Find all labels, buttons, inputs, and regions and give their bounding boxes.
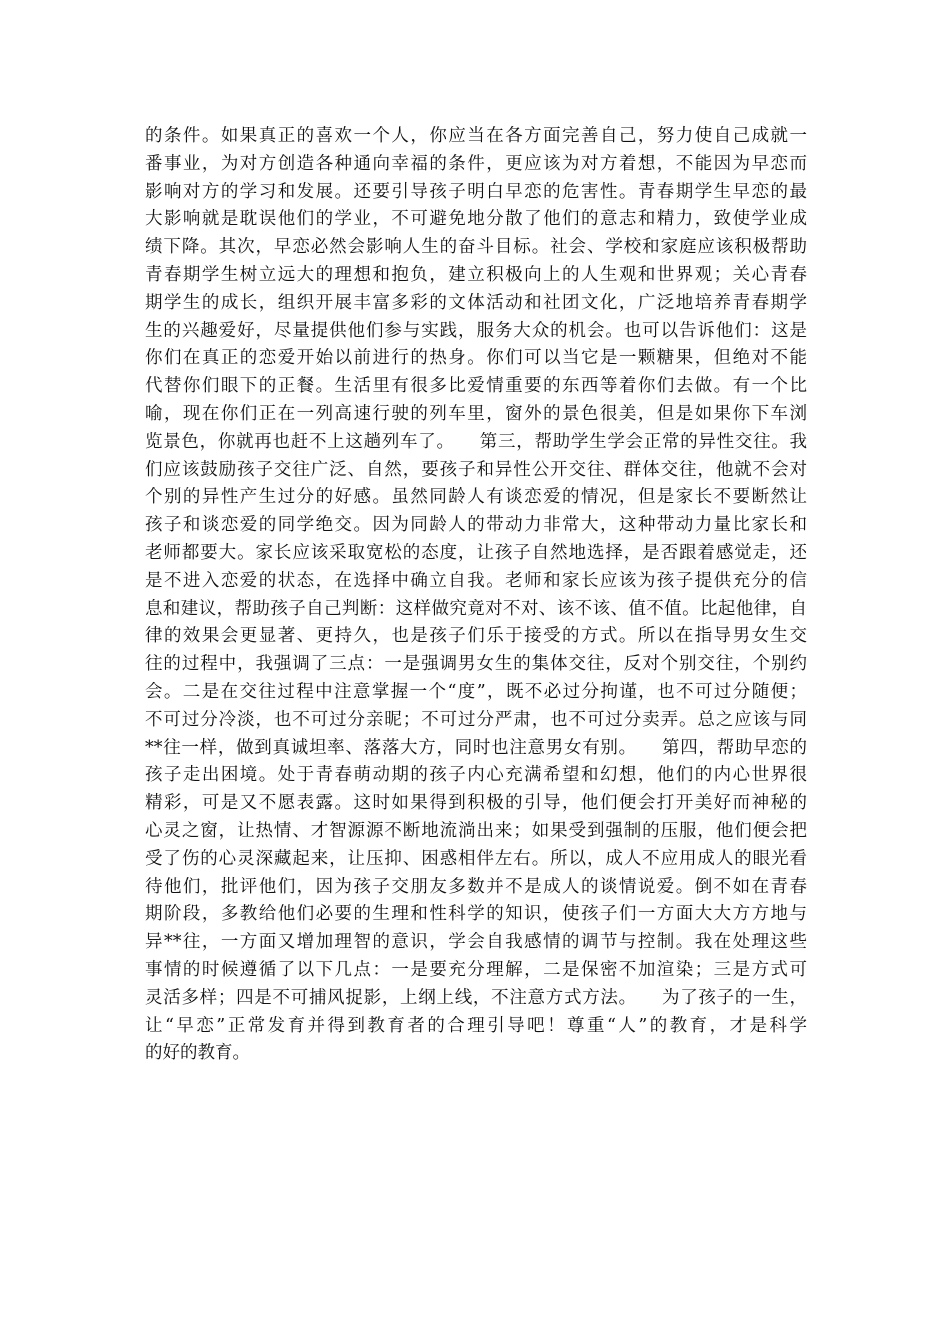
body-text-line: 心灵之窗，让热情、才智源源不断地流淌出来；如果受到强制的压服，他们便会把 [145, 820, 807, 841]
body-text-line: 绩下降。其次，早恋必然会影响人生的奋斗目标。社会、学校和家庭应该积极帮助 [145, 237, 807, 258]
body-text-line: 是不进入恋爱的状态，在选择中确立自我。老师和家长应该为孩子提供充分的信 [145, 570, 807, 591]
body-text-line: 灵活多样；四是不可捕风捉影，上纲上线，不注意方式方法。 为了孩子的一生， [145, 987, 807, 1008]
body-text-line: **往一样，做到真诚坦率、落落大方，同时也注意男女有别。 第四，帮助早恋的 [145, 737, 807, 758]
body-text-line: 生的兴趣爱好，尽量提供他们参与实践，服务大众的机会。也可以告诉他们：这是 [145, 320, 807, 341]
body-text-line: 孩子和谈恋爱的同学绝交。因为同龄人的带动力非常大，这种带动力量比家长和 [145, 515, 807, 536]
body-text-line: 期学生的成长，组织开展丰富多彩的文体活动和社团文化，广泛地培养青春期学 [145, 292, 807, 313]
body-text-line: 你们在真正的恋爱开始以前进行的热身。你们可以当它是一颗糖果，但绝对不能 [145, 348, 807, 369]
body-text-line: 事情的时候遵循了以下几点：一是要充分理解，二是保密不加渲染；三是方式可 [145, 959, 807, 980]
body-text-line: 异**往，一方面又增加理智的意识，学会自我感情的调节与控制。我在处理这些 [145, 932, 807, 953]
body-text-line: 代替你们眼下的正餐。生活里有很多比爱情重要的东西等着你们去做。有一个比 [145, 376, 807, 397]
body-text-line: 的好的教育。 [145, 1043, 250, 1064]
body-text-line: 老师都要大。家长应该采取宽松的态度，让孩子自然地选择，是否跟着感觉走，还 [145, 542, 807, 563]
body-text-line: 精彩，可是又不愿表露。这时如果得到积极的引导，他们便会打开美好而神秘的 [145, 793, 807, 814]
body-text-line: 待他们，批评他们，因为孩子交朋友多数并不是成人的谈情说爱。倒不如在青春 [145, 876, 807, 897]
body-text-line: 让“早恋”正常发育并得到教育者的合理引导吧！尊重“人”的教育，才是科学 [145, 1015, 807, 1036]
body-text-line: 息和建议，帮助孩子自己判断：这样做究竟对不对、该不该、值不值。比起他律，自 [145, 598, 807, 619]
body-text-line: 个别的异性产生过分的好感。虽然同龄人有谈恋爱的情况，但是家长不要断然让 [145, 487, 807, 508]
body-text-line: 的条件。如果真正的喜欢一个人，你应当在各方面完善自己，努力使自己成就一 [145, 126, 807, 146]
body-text-line: 览景色，你就再也赶不上这趟列车了。 第三，帮助学生学会正常的异性交往。我 [145, 431, 807, 452]
body-text-line: 期阶段，多教给他们必要的生理和性科学的知识，使孩子们一方面大大方方地与 [145, 904, 807, 925]
body-text-line: 不可过分冷淡，也不可过分亲昵；不可过分严肃，也不可过分卖弄。总之应该与同 [145, 709, 807, 730]
body-text-line: 会。二是在交往过程中注意掌握一个“度”，既不必过分拘谨，也不可过分随便； [145, 681, 807, 702]
body-text-line: 大影响就是耽误他们的学业，不可避免地分散了他们的意志和精力，致使学业成 [145, 209, 807, 230]
body-text-line: 律的效果会更显著、更持久，也是孩子们乐于接受的方式。所以在指导男女生交 [145, 626, 807, 647]
body-text-line: 们应该鼓励孩子交往广泛、自然，要孩子和异性公开交往、群体交往，他就不会对 [145, 459, 807, 480]
body-text-line: 孩子走出困境。处于青春萌动期的孩子内心充满希望和幻想，他们的内心世界很 [145, 765, 807, 786]
body-text-line: 往的过程中，我强调了三点：一是强调男女生的集体交往，反对个别交往，个别约 [145, 654, 807, 675]
body-text-line: 喻，现在你们正在一列高速行驶的列车里，窗外的景色很美，但是如果你下车浏 [145, 403, 807, 424]
body-text-line: 影响对方的学习和发展。还要引导孩子明白早恋的危害性。青春期学生早恋的最 [145, 181, 807, 202]
body-text-line: 受了伤的心灵深藏起来，让压抑、困惑相伴左右。所以，成人不应用成人的眼光看 [145, 848, 807, 869]
body-text-line: 青春期学生树立远大的理想和抱负，建立积极向上的人生观和世界观；关心青春 [145, 264, 807, 285]
document-body-text [145, 123, 807, 1068]
body-text-line: 番事业，为对方创造各种通向幸福的条件，更应该为对方着想，不能因为早恋而 [145, 153, 807, 174]
